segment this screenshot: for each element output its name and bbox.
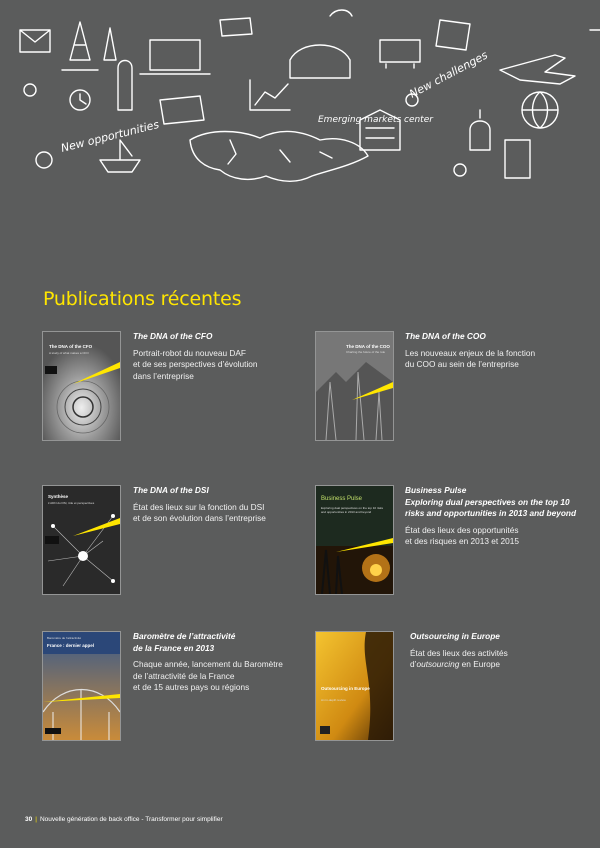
pub-desc-suffix: en Europe [459, 659, 500, 669]
doodle-text-opportunities: New opportunities [59, 117, 161, 155]
bus-icon [380, 40, 420, 68]
page-number: 30 [25, 816, 33, 823]
pub-desc: Les nouveaux enjeux de la fonction du COO au sein de l’entreprise [405, 347, 536, 369]
cover-title: Outsourcing in Europe [321, 686, 370, 691]
tower-icon [62, 22, 98, 70]
pub-title: Baromètre de l’attractivité de la France en 2013 [133, 631, 236, 653]
statue-icon [118, 61, 132, 111]
footer-separator: | [35, 816, 37, 823]
pub-desc-italic: outsourcing [416, 659, 460, 669]
pub-info-outsourcing [410, 631, 580, 671]
pub-title: The DNA of the DSI [133, 485, 209, 495]
cover-dna-coo [316, 332, 393, 440]
document-icon-2 [505, 140, 530, 178]
cover-dna-cfo [43, 332, 120, 440]
cover-barometre-france [43, 632, 120, 740]
pub-desc-prefix: État des lieux des activités d’ [410, 647, 508, 669]
tower-icon-2 [104, 28, 116, 60]
envelope-icon [20, 30, 50, 52]
pub-desc: État des lieux des opportunités et des risques en 2013 et 2015 [405, 524, 519, 546]
pub-info-cfo [133, 331, 293, 382]
boat-icon [100, 140, 140, 172]
cover-subtitle: Exploring dual perspectives on the top 10 risks and opportunities in 2013 and beyond [321, 506, 384, 514]
pub-info-barometre [133, 631, 313, 694]
pub-desc: Chaque année, lancement du Baromètre de l’attractivité de la France et de 15 autres pays ou régions [133, 659, 283, 692]
cover-business-pulse [316, 486, 393, 594]
pin-icon [24, 84, 36, 96]
footer-text: Nouvelle génération de back office - Transformer pour simplifier [39, 816, 223, 823]
pub-desc: Portrait-robot du nouveau DAF et de ses perspectives d’évolution dans l’entreprise [133, 347, 258, 381]
page-footer [25, 816, 223, 823]
cover-subtitle: Charting the future of the role [346, 350, 386, 354]
pub-info-dsi [133, 485, 303, 525]
doodle-text-emerging: Emerging markets center [318, 115, 433, 125]
document-icon [436, 20, 470, 50]
pub-subtitle: Exploring dual perspectives on the top 10 risks and opportunities in 2013 and beyond [405, 496, 577, 518]
cover-outsourcing-europe [316, 632, 393, 740]
chart-icon [250, 80, 290, 110]
cover-subtitle: An in-depth review [321, 698, 346, 702]
cover-subtitle: A study of what makes a CFO [49, 351, 89, 355]
pub-desc: État des lieux sur la fonction du DSI et de son évolution dans l’entreprise [133, 501, 266, 523]
cover-title: The DNA of the COO [346, 344, 390, 349]
section-title: Publications récentes [43, 288, 242, 310]
cover-title: France : dernier appel [47, 643, 95, 648]
mosque-icon [470, 110, 490, 150]
header-doodle-illustration [0, 0, 600, 200]
world-map-icon [190, 131, 368, 181]
doodle-text-challenges: New challenges [407, 48, 490, 101]
pub-title: The DNA of the CFO [133, 331, 213, 341]
cover-subtitle: Baromètre de l’attractivité [47, 636, 82, 640]
pub-desc [410, 648, 580, 671]
train-icon [290, 45, 350, 78]
cover-title: Synthèse [48, 494, 69, 499]
laptop-icon [140, 40, 210, 74]
pub-title: Outsourcing in Europe [410, 631, 500, 641]
plane-icon [500, 55, 575, 84]
cover-title: The DNA of the CFO [49, 344, 93, 349]
cover-title: Business Pulse [321, 496, 363, 502]
cover-subtitle: L’ADN du DSI, rôle et perspectives [48, 501, 95, 505]
pub-title: The DNA of the COO [405, 331, 486, 341]
pub-info-coo [405, 331, 575, 371]
pub-info-business-pulse [405, 485, 585, 548]
pub-title: Business Pulse [405, 485, 467, 495]
cover-dna-dsi [43, 486, 120, 594]
